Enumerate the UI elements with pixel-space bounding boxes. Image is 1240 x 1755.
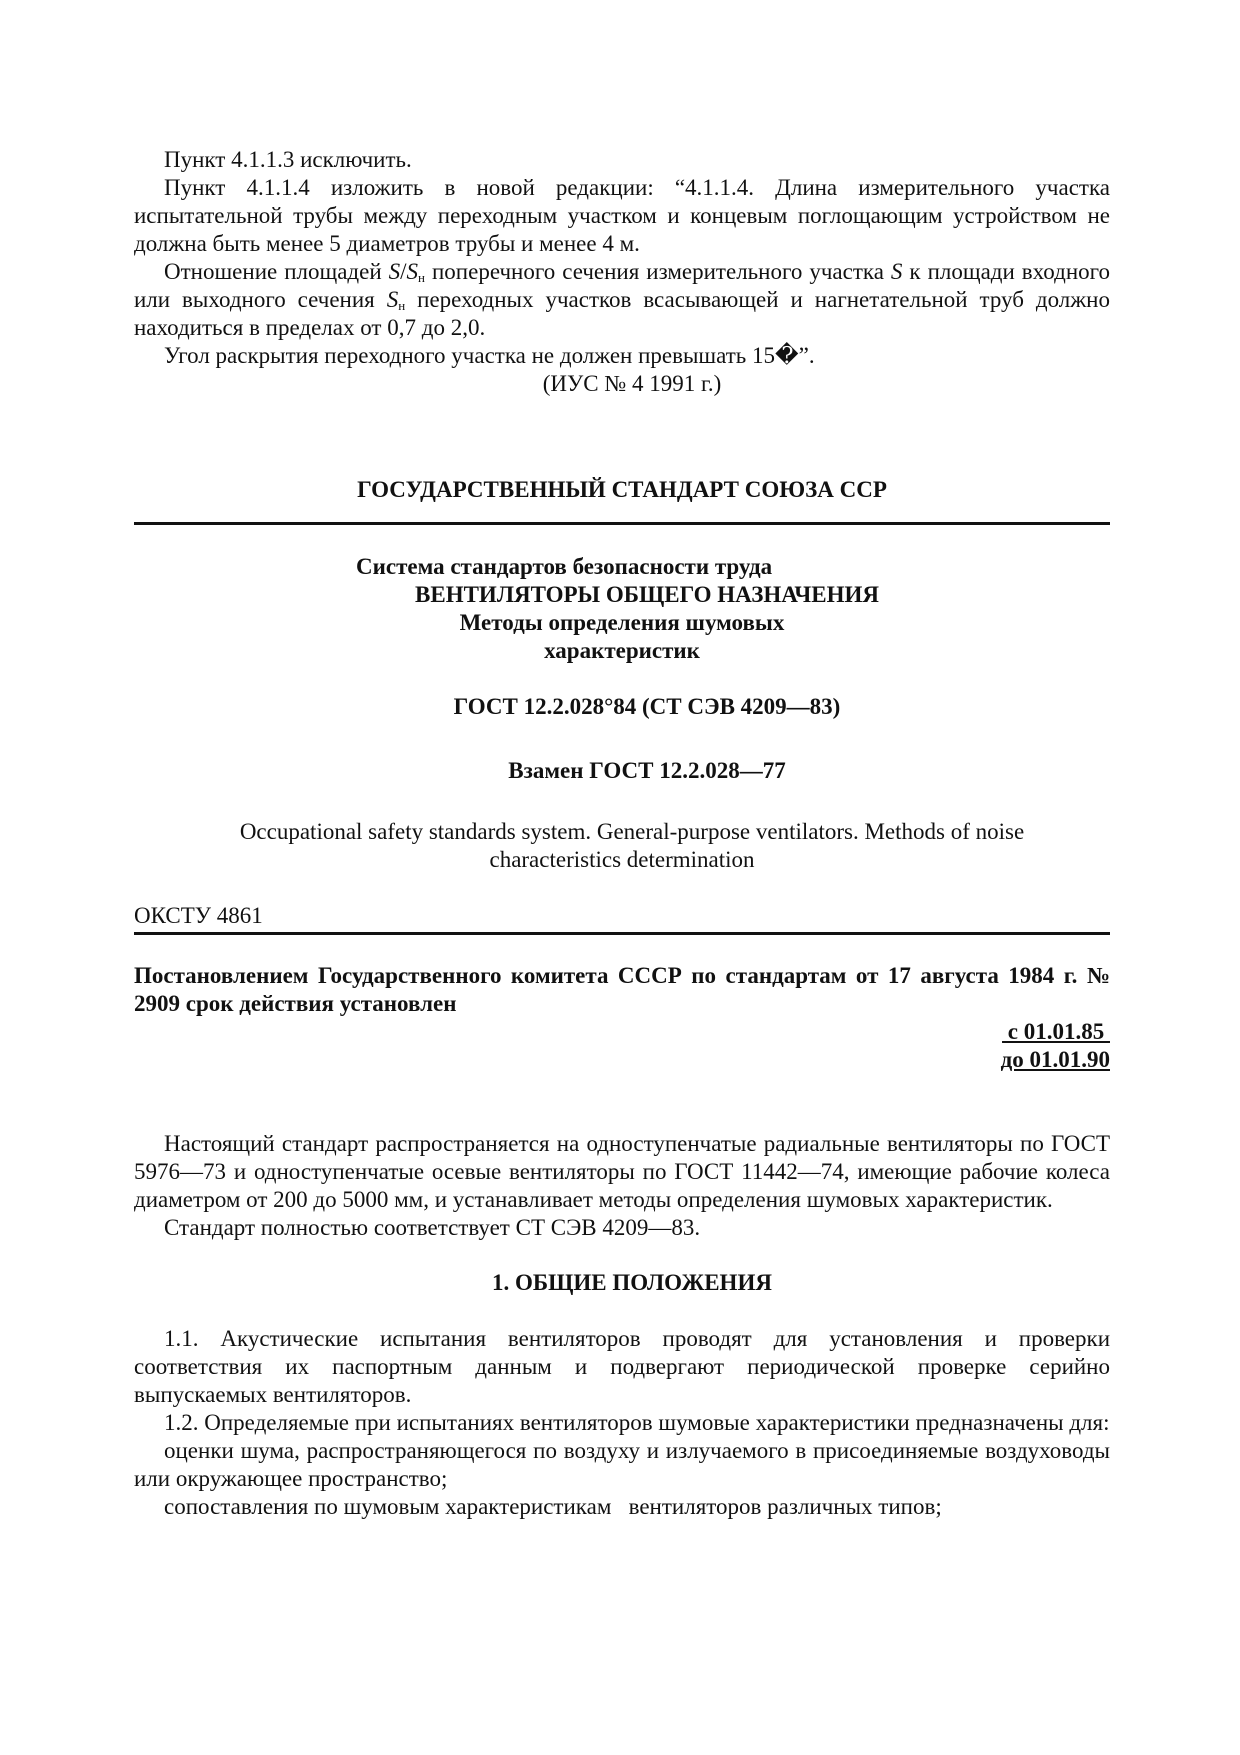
section-paragraph: 1.1. Акустические испытания вентиляторов проводят для установления и проверки соответствия их паспортным данным и подвергают периодической проверке серийно выпускаемых вентиляторов. <box>134 1326 1110 1407</box>
amendment-paragraph: Пункт 4.1.1.3 исключить. <box>164 147 412 172</box>
amendment-paragraph: Угол раскрытия переходного участка не должен превышать 15�”. <box>164 343 815 368</box>
okstu-code: ОКСТУ 4861 <box>134 903 263 928</box>
english-title: Occupational safety standards system. General-purpose ventilators. Methods of noise <box>239 819 1025 844</box>
divider <box>134 522 1110 525</box>
amendment-source: (ИУС № 4 1991 г.) <box>542 371 722 396</box>
section-list-item: оценки шума, распространяющегося по воздуху и излучаемого в присоединяемые воздуховоды или окружающее пространство; <box>134 1438 1110 1491</box>
section-list-item: сопоставления по шумовым характеристикам вентиляторов различных типов; <box>164 1494 942 1519</box>
validity-from-date: с 01.01.85 <box>1002 1019 1110 1044</box>
standard-subtitle: характеристик <box>544 638 700 663</box>
section-heading: 1. ОБЩИЕ ПОЛОЖЕНИЯ <box>492 1270 772 1295</box>
intro-paragraph: Настоящий стандарт распространяется на одноступенчатые радиальные вентиляторы по ГОСТ 5976—73 и одноступенчатые осевые вентиляторы по ГОСТ 11442—74, имеющие рабочие колеса диаметром от 200 до 5000 мм, и устанавливает методы определения шумовых характеристик. <box>134 1131 1110 1212</box>
decree-text: Постановлением Государственного комитета СССР по стандартам от 17 августа 1984 г. № 2909 срок действия установлен <box>134 963 1110 1016</box>
english-title: characteristics determination <box>489 847 755 872</box>
intro-paragraph: Стандарт полностью соответствует СТ СЭВ 4209—83. <box>164 1215 701 1240</box>
section-paragraph: 1.2. Определяемые при испытаниях вентиляторов шумовые характеристики предназначены для: <box>164 1410 1110 1435</box>
standard-subtitle: Методы определения шумовых <box>459 610 785 635</box>
amendment-paragraph: Пункт 4.1.1.4 изложить в новой редакции: “4.1.1.4. Длина измерительного участка испытательной трубы между переходным участком и концевым поглощающим устройством не должна быть менее 5 диаметров трубы и менее 4 м. <box>134 175 1110 256</box>
amendment-paragraph: Отношение площадей $S/S_н$ поперечного сечения измерительного участка S к площади входного или выходного сечения $S_н$ переходных участков всасывающей и нагнетательной труб должно находиться в пределах от 0,7 до 2,0. <box>134 259 1110 340</box>
gost-number: ГОСТ 12.2.028°84 (СТ СЭВ 4209—83) <box>453 694 841 719</box>
validity-from <box>134 1018 1110 1046</box>
standard-organization: ГОСУДАРСТВЕННЫЙ СТАНДАРТ СОЮЗА ССР <box>357 477 887 502</box>
divider <box>134 932 1110 935</box>
replaces-standard: Взамен ГОСТ 12.2.028—77 <box>508 758 786 783</box>
standard-title: ВЕНТИЛЯТОРЫ ОБЩЕГО НАЗНАЧЕНИЯ <box>415 582 879 607</box>
standard-system: Система стандартов безопасности труда <box>356 554 773 579</box>
validity-to <box>134 1046 1110 1074</box>
validity-to-date: до 01.01.90 <box>1000 1047 1110 1072</box>
document-page <box>134 146 1110 1521</box>
